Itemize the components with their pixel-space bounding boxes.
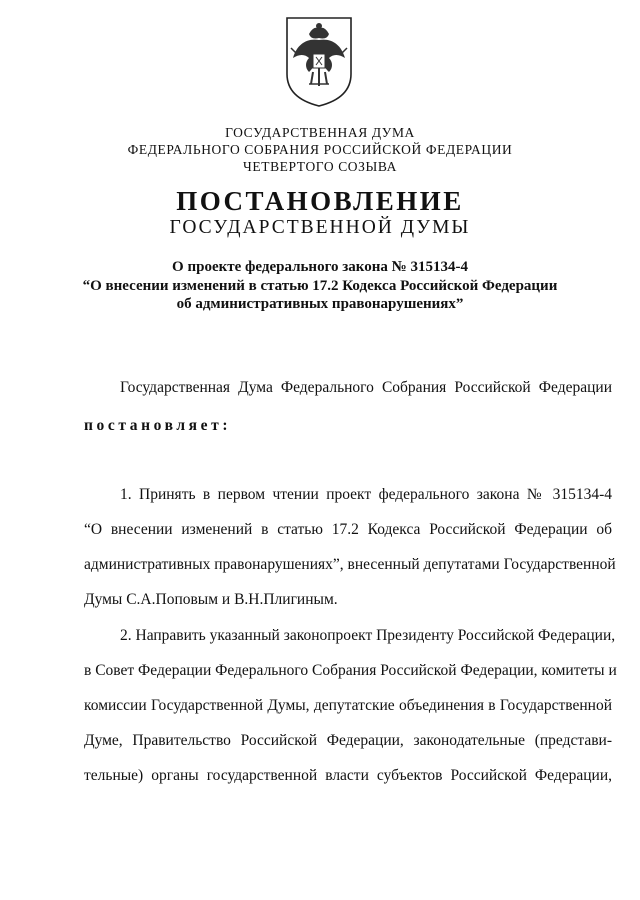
subject-line-2: “О внесении изменений в статью 17.2 Кодекса Российской Федерации xyxy=(82,277,558,294)
decree-word: постановляет: xyxy=(84,417,232,434)
paragraph-1-line: Думы С.А.Поповым и В.Н.Плигиным. xyxy=(84,591,338,608)
paragraph-1-line: “О внесении изменений в статью 17.2 Кодекса Российской Федерации об xyxy=(84,521,612,538)
document-type-title: ПОСТАНОВЛЕНИЕ xyxy=(176,186,464,216)
paragraph-2-line: тельные) органы государственной власти субъектов Российской Федерации, xyxy=(84,767,612,784)
header-line-3: ЧЕТВЕРТОГО СОЗЫВА xyxy=(243,159,397,174)
header-line-1: ГОСУДАРСТВЕННАЯ ДУМА xyxy=(225,125,415,140)
paragraph-2-line: в Совет Федерации Федерального Собрания Российской Федерации, комитеты и xyxy=(84,662,617,679)
coat-of-arms-emblem xyxy=(283,14,355,110)
paragraph-2-line: 2. Направить указанный законопроект Президенту Российской Федерации, xyxy=(120,627,616,644)
document-issuer: ГОСУДАРСТВЕННОЙ ДУМЫ xyxy=(169,217,471,238)
preamble-text: Государственная Дума Федерального Собрания Российской Федерации xyxy=(120,379,612,396)
paragraph-1-line: 1. Принять в первом чтении проект федерального закона № 315134-4 xyxy=(120,486,612,503)
subject-line-1: О проекте федерального закона № 315134-4 xyxy=(172,259,468,275)
issuer-header xyxy=(0,124,640,175)
subject-line-3: об административных правонарушениях” xyxy=(176,296,464,312)
paragraph-2-line: Думе, Правительство Российской Федерации, законодательные (представи- xyxy=(84,732,612,749)
document-subject xyxy=(60,258,580,314)
paragraph-2-line: комиссии Государственной Думы, депутатские объединения в Государственной xyxy=(84,697,612,714)
paragraph-1-line: административных правонарушениях”, внесенный депутатами Государственной xyxy=(84,556,616,573)
header-line-2: ФЕДЕРАЛЬНОГО СОБРАНИЯ РОССИЙСКОЙ ФЕДЕРАЦИИ xyxy=(127,142,513,157)
